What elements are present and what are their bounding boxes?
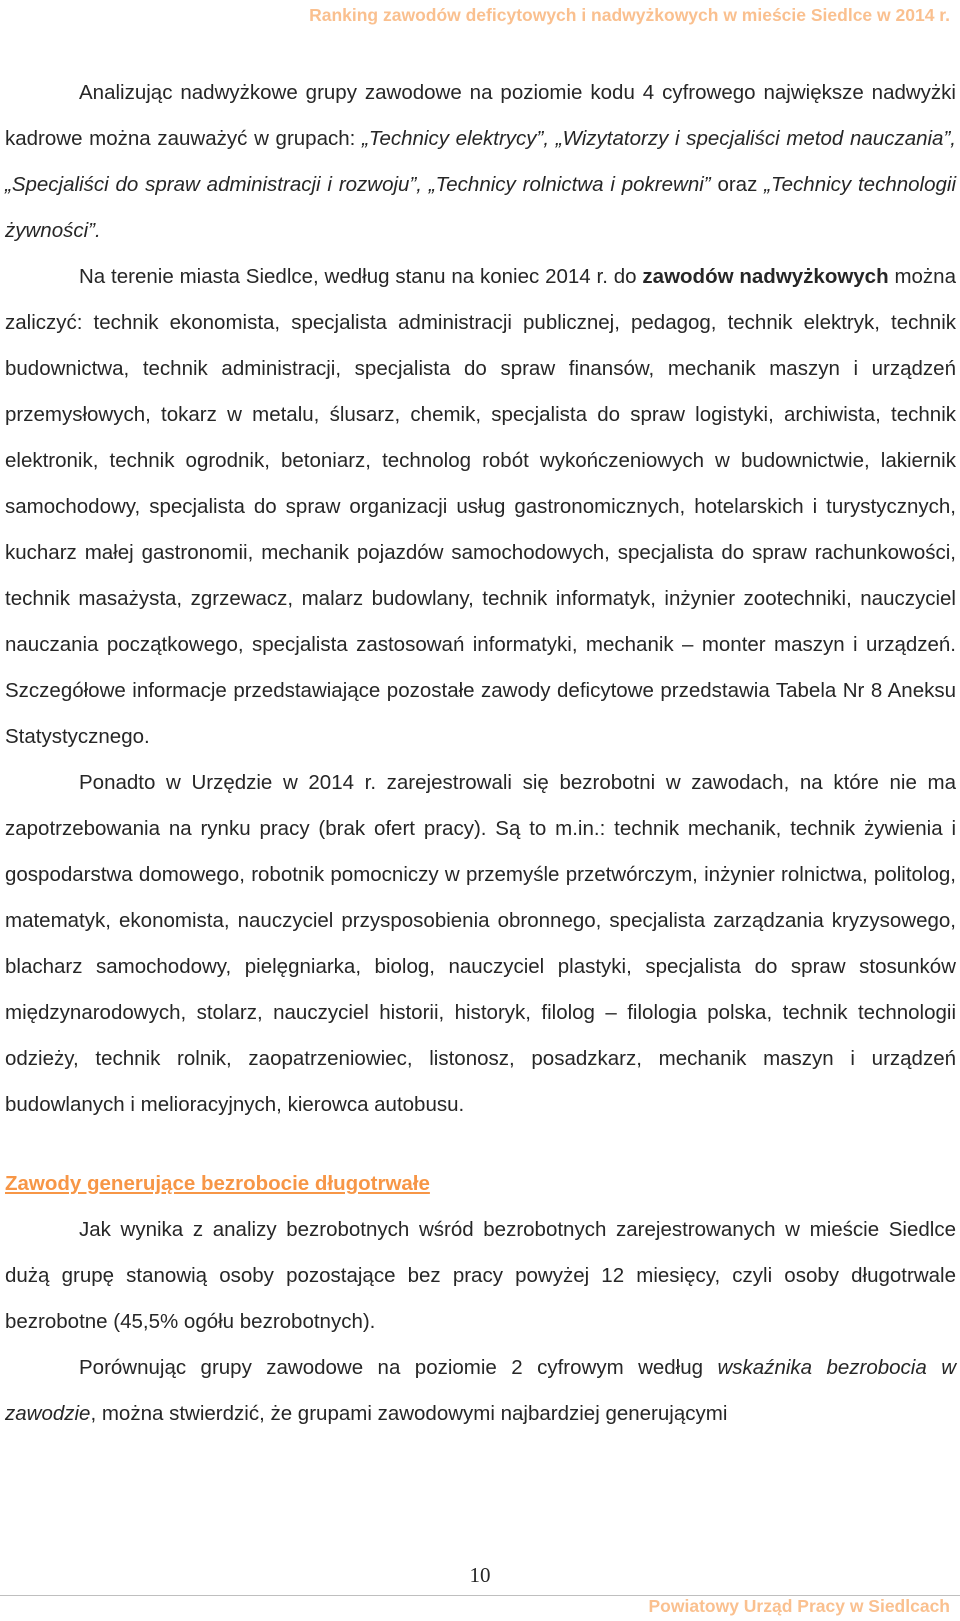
body-content [5,70,956,1437]
text-run: oraz [710,173,765,196]
text-run: , można stwierdzić, że grupami zawodowymi najbardziej generującymi [90,1402,728,1425]
italic-run: wskaźnika bezrobocia w zawodzie [5,1356,957,1425]
text-run: Na terenie miasta Siedlce, według stanu na koniec 2014 r. do [79,265,643,288]
paragraph-no-demand-occupations: Ponadto w Urzędzie w 2014 r. zarejestrowali się bezrobotni w zawodach, na które nie ma zapotrzebowania na rynku pracy (brak ofert pracy). Są to m.in.: technik mechanik, technik żywienia i gospodarstwa domowego, robotnik pomocniczy w przemyśle przetwórczym, inżynier rolnictwa, politolog, matematyk, ekonomista, nauczyciel przysposobienia obronnego, specjalista zarządzania kryzysowego, blacharz samochodowy, pielęgniarka, biolog, nauczyciel plastyki, specjalista do spraw stosunków międzynarodowych, stolarz, nauczyciel historii, historyk, filolog – filologia polska, technik technologii odzieży, technik rolnik, zaopatrzeniowiec, listonosz, posadzkarz, mechanik maszyn i urządzeń budowlanych i melioracyjnych, kierowca autobusu. [5,771,956,1116]
text-run: Analizując nadwyżkowe grupy zawodowe na poziomie kodu 4 cyfrowego największe nadwyżki kadrowe można zauważyć w grupach: [5,81,956,150]
section-heading: Zawody generujące bezrobocie długotrwałe [5,1172,430,1195]
text-run: można zaliczyć: technik ekonomista, specjalista administracji publicznej, pedagog, technik elektryk, technik budownictwa, technik administracji, specjalista do spraw finansów, mechanik maszyn i urządzeń przemysłowych, tokarz w metalu, ślusarz, chemik, specjalista do spraw logistyki, archiwista, technik elektronik, technik ogrodnik, betoniarz, technolog robót wykończeniowych w budownictwie, lakiernik samochodowy, specjalista do spraw organizacji usług gastronomicznych, hotelarskich i turystycznych, kucharz małej gastronomii, mechanik pojazdów samochodowych, specjalista do spraw rachunkowości, technik masażysta, zgrzewacz, malarz budowlany, technik informatyk, inżynier zootechniki, nauczyciel nauczania początkowego, specjalista zastosowań informatyki, mechanik – monter maszyn i urządzeń. Szczegółowe informacje przedstawiające pozostałe zawody deficytowe przedstawia Tabela Nr 8 Aneksu Statystycznego. [5,265,956,748]
running-footer: Powiatowy Urząd Pracy w Siedlcach [648,1596,950,1616]
italic-run: „Technicy technologii żywności”. [5,173,956,242]
paragraph-surplus-occupations [5,254,956,760]
page-number: 10 [469,1563,491,1587]
text-run: Porównując grupy zawodowe na poziomie 2 cyfrowym według [79,1356,718,1379]
paragraph-surplus-groups [5,70,956,254]
paragraph-long-term-unemployed: Jak wynika z analizy bezrobotnych wśród bezrobotnych zarejestrowanych w mieście Siedlce dużą grupę stanowią osoby pozostające bez pracy powyżej 12 miesięcy, czyli osoby długotrwale bezrobotne (45,5% ogółu bezrobotnych). [5,1218,956,1333]
running-header: Ranking zawodów deficytowych i nadwyżkowych w mieście Siedlce w 2014 r. [309,5,950,25]
italic-run: „Technicy elektrycy”, „Wizytatorzy i specjaliści metod nauczania”, „Specjaliści do spraw administracji i rozwoju”, „Technicy rolnictwa i pokrewni” [5,127,956,196]
bold-run: zawodów nadwyżkowych [642,265,889,288]
paragraph-unemployment-indicator [5,1345,956,1437]
